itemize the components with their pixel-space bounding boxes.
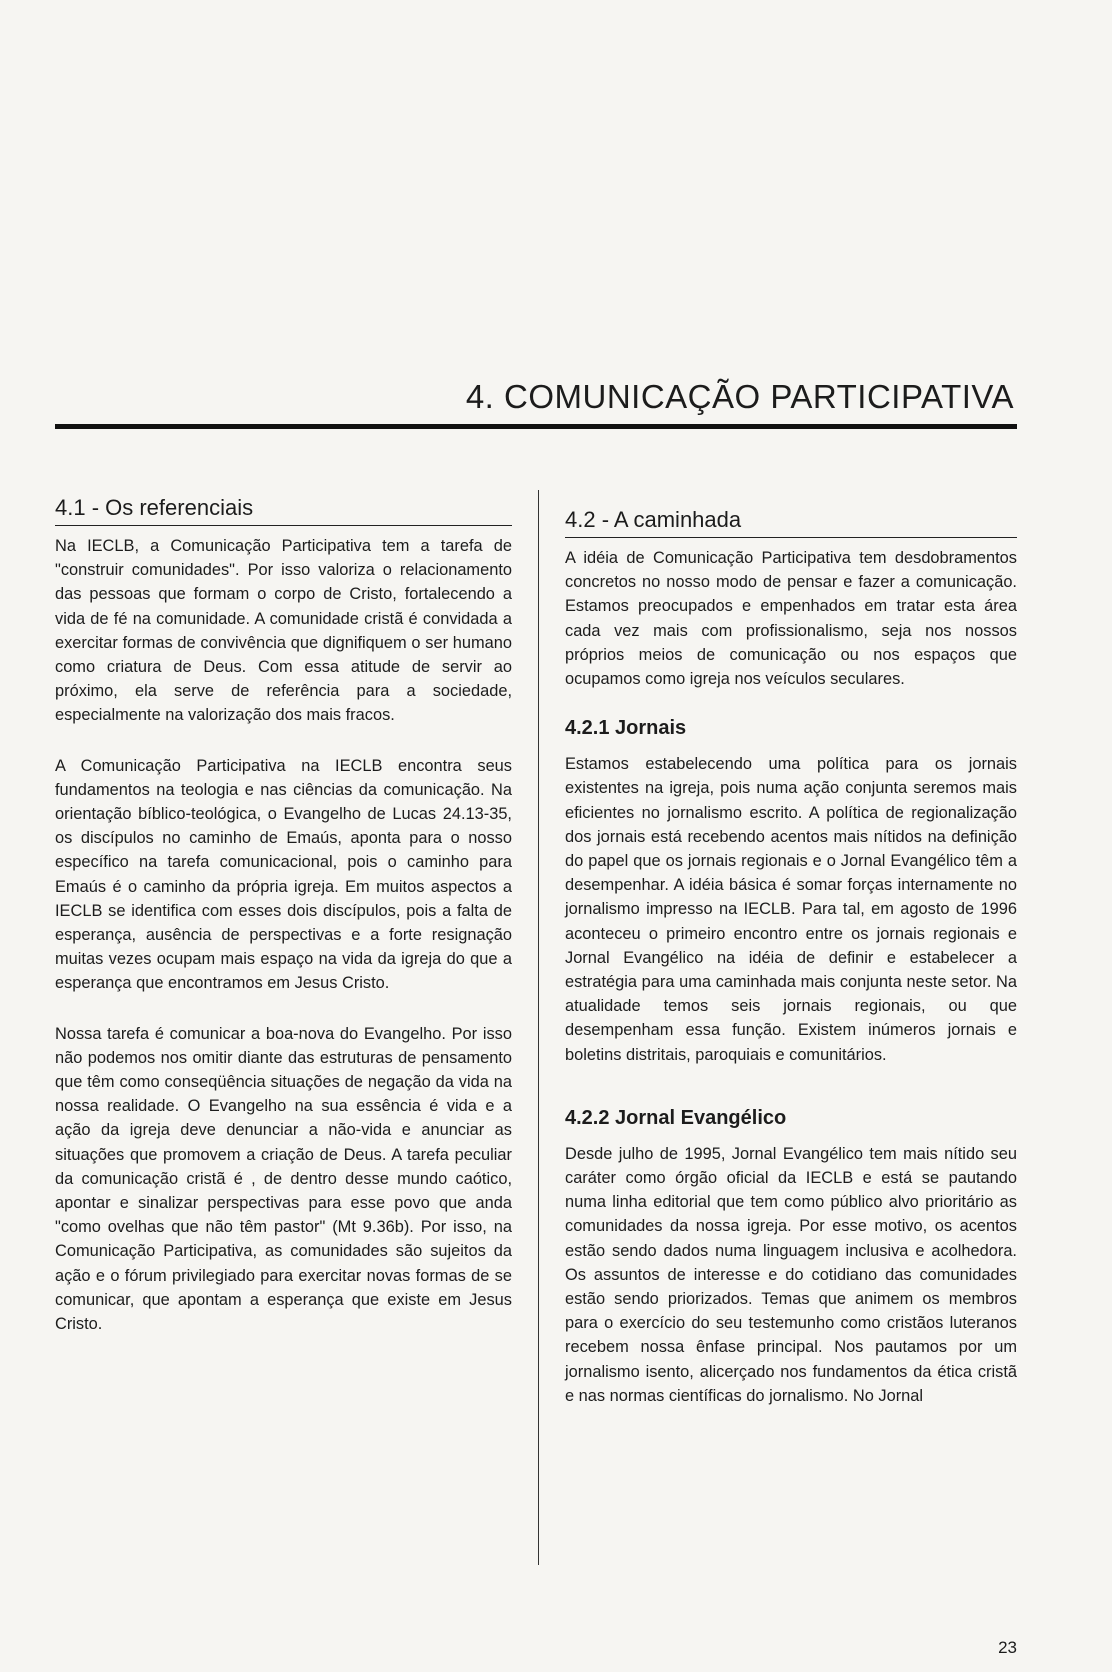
paragraph: Nossa tarefa é comunicar a boa-nova do Evangelho. Por isso não podemos nos omitir diante das estruturas de pensamento que têm como conseqüência situações de negação da vida na nossa realidade. O Evangelho na sua essência é vida e a ação da igreja deve denunciar a não-vida e anunciar as situações que promovem a criação de Deus. A tarefa peculiar da comunicação cristã é , de dentro desse mundo caótico, apontar e sinalizar perspectivas para esse povo que anda "como ovelhas que não têm pastor" (Mt 9.36b). Por isso, na Comunicação Participativa, as comunidades são sujeitos da ação e o fórum privilegiado para exercitar novas formas de se comunicar, que apontam a esperança que existe em Jesus Cristo. (55, 1024, 512, 1334)
paragraph: A Comunicação Participativa na IECLB encontra seus fundamentos na teologia e nas ciências da comunicação. Na orientação bíblico-teológica, o Evangelho de Lucas 24.13-35, os discípulos no caminho de Emaús, aponta para o nosso específico na tarefa comunicacional, pois o caminho para Emaús é o caminho da própria igreja. Em muitos aspectos a IECLB se identifica com esses dois discípulos, pois a falta de esperança, ausência de perspectivas e a forte resignação muitas vezes ocupam mais espaço na vida da igreja do que a esperança que encontramos em Jesus Cristo. (55, 756, 512, 993)
section-title-caminhada: 4.2 - A caminhada (565, 507, 1017, 538)
paragraph: Desde julho de 1995, Jornal Evangélico tem mais nítido seu caráter como órgão oficial da IECLB e está se pautando numa linha editorial que tem como público alvo prioritário as comunidades da nossa igreja. Por esse motivo, os acentos estão sendo dados numa linguagem inclusiva e acolhedora. Os assuntos de interesse e do cotidiano das comunidades estão sendo priorizados. Temas que animem os membros para o exercício do seu testemunho como cristãos luteranos recebem nossa ênfase principal. Nos pautamos por um jornalismo isento, alicerçado nos fundamentos da ética cristã e nas normas científicas do jornalismo. No Jornal (565, 1144, 1017, 1405)
column-divider (538, 490, 539, 1565)
paragraph: Estamos estabelecendo uma política para os jornais existentes na igreja, pois numa ação conjunta seremos mais eficientes no jornalismo escrito. A política de regionalização dos jornais está recebendo acentos mais nítidos na definição do papel que os jornais regionais e o Jornal Evangélico têm a desempenhar. A idéia básica é somar forças internamente no jornalismo impresso na IECLB. Para tal, em agosto de 1996 aconteceu o primeiro encontro entre os jornais regionais e Jornal Evangélico na idéia de definir e estabelecer a estratégia para uma caminhada mais conjunta neste setor. Na atualidade temos seis jornais regionais, ou que desempenham essa função. Existem inúmeros jornais e boletins distritais, paroquiais e comunitários. (565, 755, 1017, 1064)
subsection-title-jornal-evangelico: 4.2.2 Jornal Evangélico (565, 1106, 787, 1129)
chapter-title: 4. COMUNICAÇÃO PARTICIPATIVA (465, 378, 1014, 415)
right-column (565, 507, 1017, 1434)
left-column (55, 495, 512, 1362)
section-title-referenciais: 4.1 - Os referenciais (55, 495, 512, 526)
chapter-rule (55, 424, 1017, 429)
page-number: 23 (998, 1638, 1017, 1657)
paragraph: A idéia de Comunicação Participativa tem desdobramentos concretos no nosso modo de pensar e fazer a comunicação. Estamos preocupados e empenhados em tratar esta área cada vez mais com profissionalismo, seja nos nossos próprios meios de comunicação ou nos espaços que ocupamos como igreja nos veículos seculares. (565, 549, 1017, 689)
subsection-title-jornais: 4.2.1 Jornais (565, 717, 687, 740)
paragraph: Na IECLB, a Comunicação Participativa tem a tarefa de "construir comunidades". Por isso valoriza o relacionamento das pessoas que formam o corpo de Cristo, fortalecendo a vida de fé na comunidade. A comunidade cristã é convidada a exercitar formas de convivência que dignifiquem o ser humano como criatura de Deus. Com essa atitude de servir ao próximo, ela serve de referência para a sociedade, especialmente na valorização dos mais fracos. (55, 537, 512, 725)
